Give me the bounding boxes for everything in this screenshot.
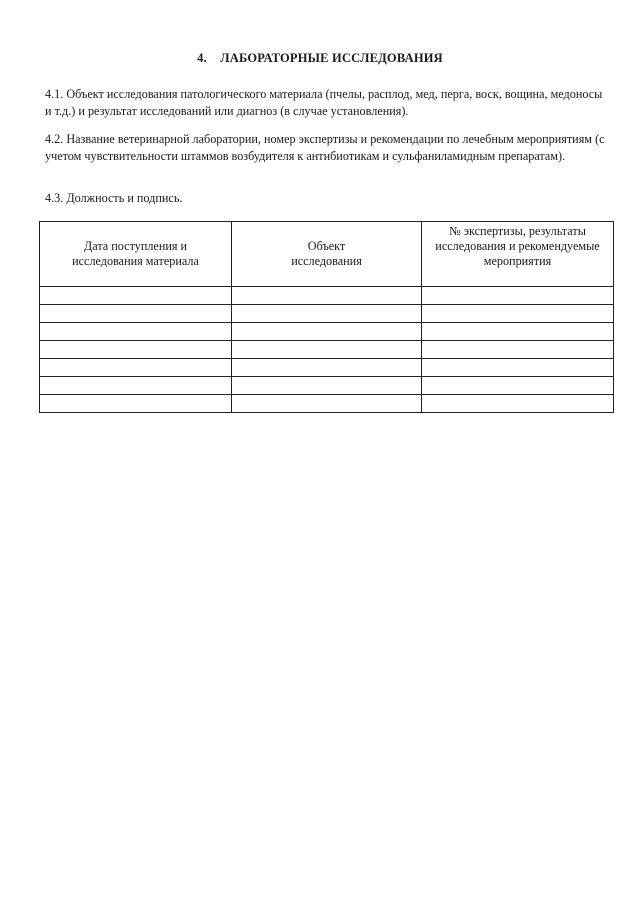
table-row [40, 377, 614, 395]
section-title: ЛАБОРАТОРНЫЕ ИССЛЕДОВАНИЯ [220, 51, 443, 65]
header-date-label: Дата поступления и исследования материала [72, 239, 199, 268]
header-results-cell [422, 222, 614, 287]
table-row [40, 395, 614, 413]
paragraph-4-2: 4.2. Название ветеринарной лаборатории, номер экспертизы и рекомендации по лечебным мероприятиям (с учетом чувствительности штаммов возбудителя к антибиотикам и сульфаниламидным препаратам). [45, 132, 605, 163]
table-cell [40, 323, 232, 341]
table-cell [232, 395, 422, 413]
table-cell [422, 323, 614, 341]
section-heading [0, 51, 640, 66]
table-cell [232, 341, 422, 359]
table-cell [232, 323, 422, 341]
paragraph-4-1: 4.1. Объект исследования патологического материала (пчелы, расплод, мед, перга, воск, вощина, медоносы и т.д.) и результат исследований или диагноз (в случае установления). [45, 87, 603, 118]
table-row [40, 323, 614, 341]
table-cell [40, 359, 232, 377]
header-object-cell [232, 222, 422, 287]
table-cell [422, 377, 614, 395]
table-header-row [40, 222, 614, 287]
table-row [40, 287, 614, 305]
table-cell [422, 305, 614, 323]
paragraph-4-3: 4.3. Должность и подпись. [45, 191, 183, 205]
header-object-label: Объект исследования [291, 239, 362, 268]
table-cell [40, 305, 232, 323]
table-cell [422, 359, 614, 377]
table-cell [422, 341, 614, 359]
table-cell [422, 395, 614, 413]
table-cell [40, 377, 232, 395]
table-cell [232, 305, 422, 323]
lab-results-table [39, 221, 614, 413]
table-row [40, 359, 614, 377]
section-number: 4. [197, 51, 207, 65]
table-cell [232, 377, 422, 395]
table-cell [40, 287, 232, 305]
table-cell [232, 359, 422, 377]
header-results-label: № экспертизы, результаты исследования и рекомендуемые мероприятия [435, 224, 600, 268]
header-date-cell [40, 222, 232, 287]
table-cell [40, 395, 232, 413]
table-row [40, 305, 614, 323]
table-row [40, 341, 614, 359]
table-cell [422, 287, 614, 305]
table-cell [40, 341, 232, 359]
table-cell [232, 287, 422, 305]
